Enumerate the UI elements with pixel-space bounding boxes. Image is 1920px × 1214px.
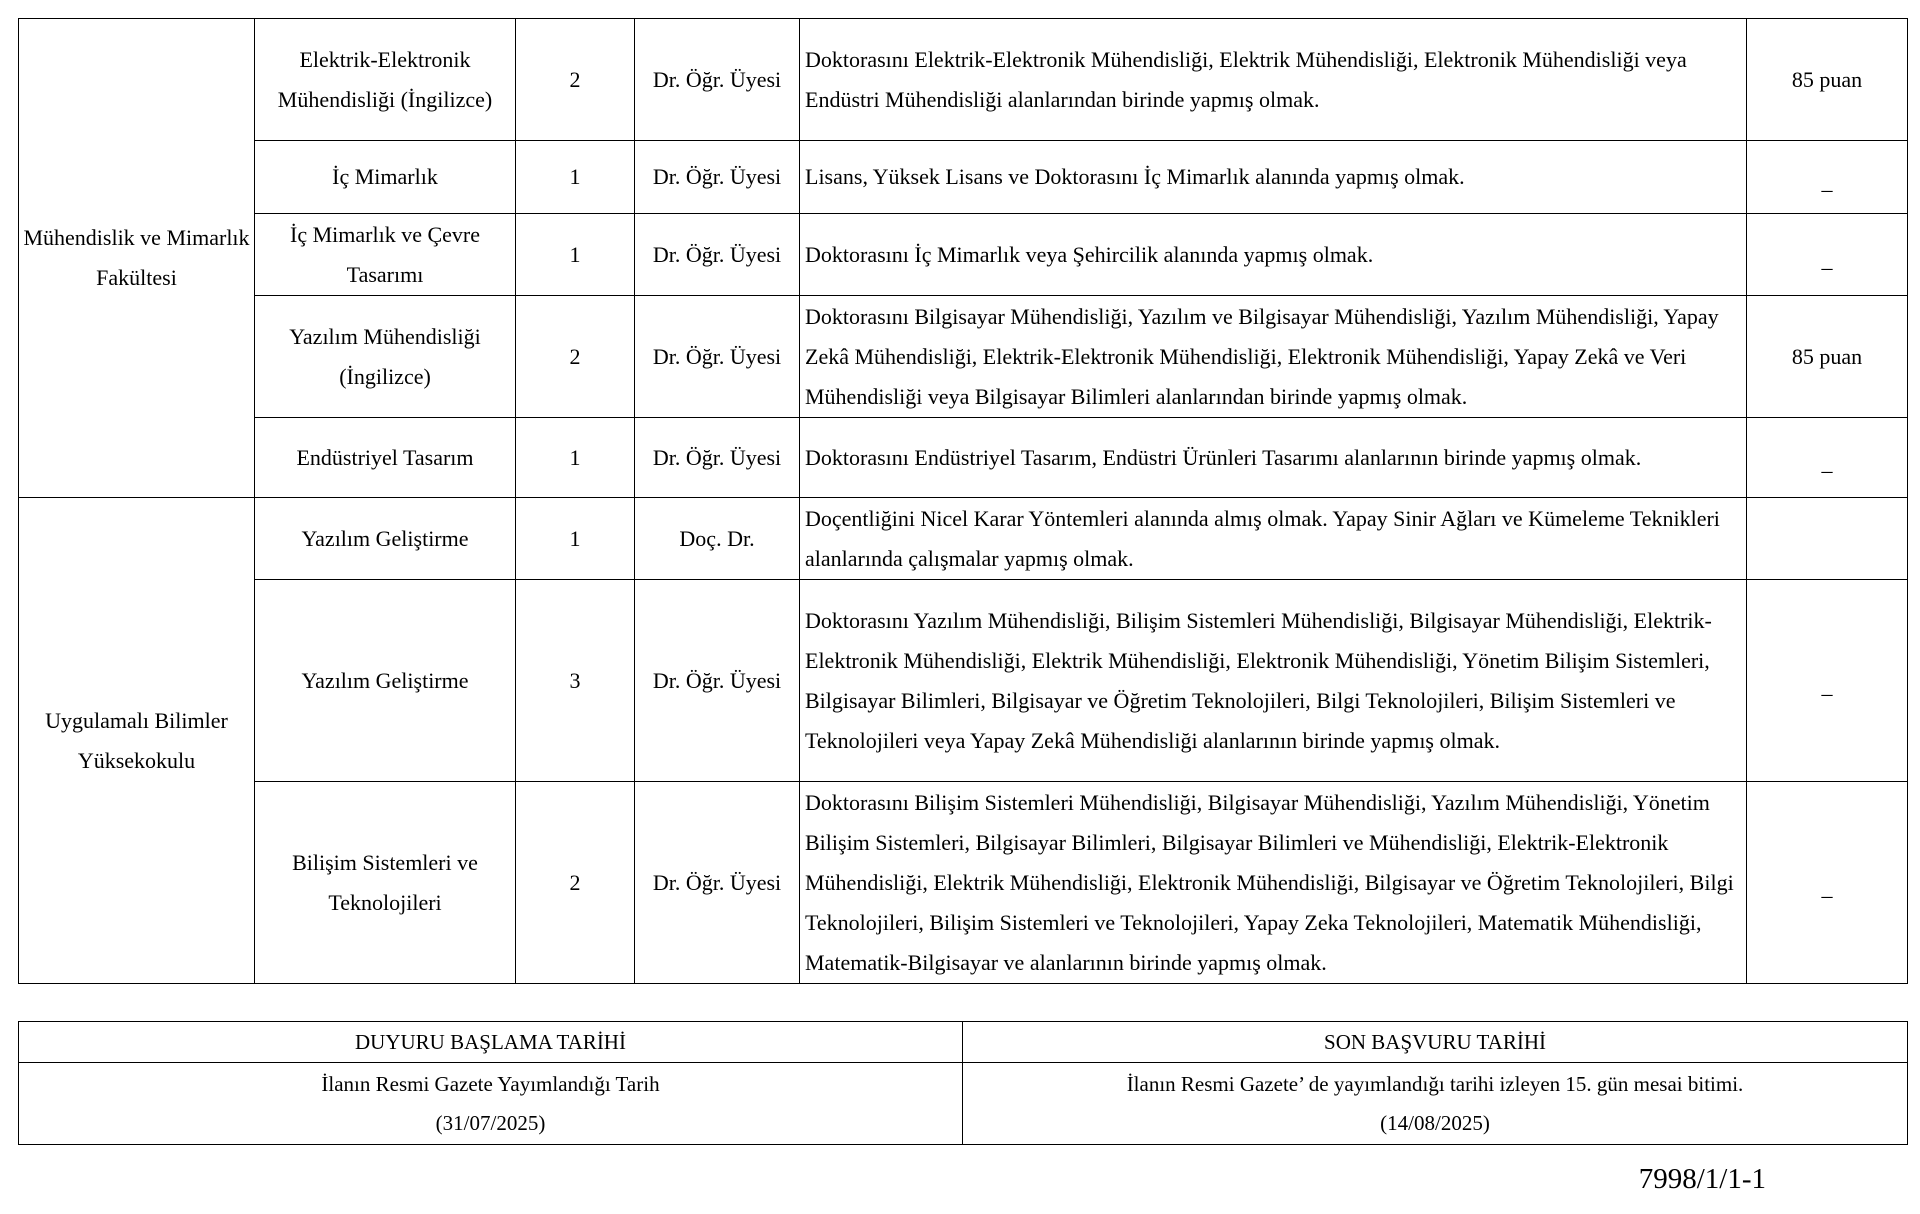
- title-cell: Dr. Öğr. Üyesi: [635, 19, 800, 141]
- requirement-cell: Lisans, Yüksek Lisans ve Doktorasını İç Mimarlık alanında yapmış olmak.: [800, 141, 1747, 214]
- title-cell: Dr. Öğr. Üyesi: [635, 782, 800, 984]
- table-row: [19, 782, 1908, 984]
- score-cell: [1747, 498, 1908, 580]
- requirement-cell: Doktorasını Bilişim Sistemleri Mühendisliği, Bilgisayar Mühendisliği, Yazılım Mühendisliği, Yönetim Bilişim Sistemleri, Bilgisayar Bilimleri, Bilgisayar Bilimleri ve Mühendisliği, Elektrik-Elektronik Mühendisliği, Elektrik Mühendisliği, Elektronik Mühendisliği, Bilgisayar ve Öğretim Teknolojileri, Bilgi Teknolojileri, Bilişim Sistemleri ve Teknolojileri, Yapay Zeka Teknolojileri, Matematik Mühendisliği, Matematik-Bilgisayar ve alanlarının birinde yapmış olmak.: [800, 782, 1747, 984]
- dates-table: [18, 1021, 1908, 1145]
- requirement-cell: Doktorasını Yazılım Mühendisliği, Bilişim Sistemleri Mühendisliği, Bilgisayar Mühendisliği, Elektrik-Elektronik Mühendisliği, Elektrik Mühendisliği, Elektronik Mühendisliği, Yönetim Bilişim Sistemleri, Bilgisayar Bilimleri, Bilgisayar ve Öğretim Teknolojileri, Bilgi Teknolojileri, Bilişim Sistemleri ve Teknolojileri veya Yapay Zekâ Mühendisliği alanlarının birinde yapmış olmak.: [800, 580, 1747, 782]
- count-cell: 1: [516, 498, 635, 580]
- positions-table: [18, 18, 1908, 984]
- table-row: [19, 498, 1908, 580]
- page-code: 7998/1/1-1: [1638, 1163, 1766, 1195]
- count-cell: 2: [516, 19, 635, 141]
- score-cell: _: [1747, 418, 1908, 498]
- title-cell: Dr. Öğr. Üyesi: [635, 296, 800, 418]
- table-row: [19, 580, 1908, 782]
- end-date-header: SON BAŞVURU TARİHİ: [963, 1022, 1908, 1063]
- score-cell: _: [1747, 782, 1908, 984]
- score-cell: 85 puan: [1747, 19, 1908, 141]
- end-date-cell: [963, 1063, 1908, 1145]
- end-date-text: İlanın Resmi Gazete’ de yayımlandığı tarihi izleyen 15. gün mesai bitimi.: [1126, 1071, 1744, 1096]
- start-date-header: DUYURU BAŞLAMA TARİHİ: [19, 1022, 963, 1063]
- score-cell: _: [1747, 214, 1908, 296]
- unit-name: Uygulamalı Bilimler Yüksekokulu: [45, 707, 228, 773]
- table-row: [19, 1022, 1908, 1063]
- title-cell: Doç. Dr.: [635, 498, 800, 580]
- requirement-cell: Doçentliğini Nicel Karar Yöntemleri alanında almış olmak. Yapay Sinir Ağları ve Kümeleme Teknikleri alanlarında çalışmalar yapmış olmak.: [800, 498, 1747, 580]
- score-cell: 85 puan: [1747, 296, 1908, 418]
- requirement-cell: Doktorasını Elektrik-Elektronik Mühendisliği, Elektrik Mühendisliği, Elektronik Mühendisliği veya Endüstri Mühendisliği alanlarından birinde yapmış olmak.: [800, 19, 1747, 141]
- department-cell: Endüstriyel Tasarım: [255, 418, 516, 498]
- unit-cell: [19, 498, 255, 984]
- table-row: [19, 418, 1908, 498]
- count-cell: 2: [516, 296, 635, 418]
- requirement-cell: Doktorasını Endüstriyel Tasarım, Endüstri Ürünleri Tasarımı alanlarının birinde yapmış olmak.: [800, 418, 1747, 498]
- table-row: [19, 19, 1908, 141]
- department-cell: Elektrik-Elektronik Mühendisliği (İngilizce): [255, 19, 516, 141]
- table-row: [19, 296, 1908, 418]
- table-row: [19, 1063, 1908, 1145]
- title-cell: Dr. Öğr. Üyesi: [635, 580, 800, 782]
- start-date-text: İlanın Resmi Gazete Yayımlandığı Tarih: [321, 1071, 660, 1096]
- table-row: [19, 214, 1908, 296]
- count-cell: 1: [516, 214, 635, 296]
- department-cell: İç Mimarlık: [255, 141, 516, 214]
- department-cell: Bilişim Sistemleri ve Teknolojileri: [255, 782, 516, 984]
- count-cell: 2: [516, 782, 635, 984]
- score-cell: _: [1747, 580, 1908, 782]
- score-cell: _: [1747, 141, 1908, 214]
- start-date-cell: [19, 1063, 963, 1145]
- end-date-value: (14/08/2025): [1380, 1110, 1490, 1135]
- title-cell: Dr. Öğr. Üyesi: [635, 141, 800, 214]
- title-cell: Dr. Öğr. Üyesi: [635, 418, 800, 498]
- requirement-cell: Doktorasını Bilgisayar Mühendisliği, Yazılım ve Bilgisayar Mühendisliği, Yazılım Mühendisliği, Yapay Zekâ Mühendisliği, Elektrik-Elektronik Mühendisliği, Elektronik Mühendisliği, Yapay Zekâ ve Veri Mühendisliği veya Bilgisayar Bilimleri alanlarından birinde yapmış olmak.: [800, 296, 1747, 418]
- count-cell: 3: [516, 580, 635, 782]
- department-cell: İç Mimarlık ve Çevre Tasarımı: [255, 214, 516, 296]
- unit-cell: [19, 19, 255, 498]
- count-cell: 1: [516, 418, 635, 498]
- table-row: [19, 141, 1908, 214]
- department-cell: Yazılım Mühendisliği (İngilizce): [255, 296, 516, 418]
- count-cell: 1: [516, 141, 635, 214]
- requirement-cell: Doktorasını İç Mimarlık veya Şehircilik alanında yapmış olmak.: [800, 214, 1747, 296]
- title-cell: Dr. Öğr. Üyesi: [635, 214, 800, 296]
- unit-name: Mühendislik ve Mimarlık Fakültesi: [23, 225, 250, 290]
- start-date-value: (31/07/2025): [435, 1110, 546, 1135]
- department-cell: Yazılım Geliştirme: [255, 580, 516, 782]
- department-cell: Yazılım Geliştirme: [255, 498, 516, 580]
